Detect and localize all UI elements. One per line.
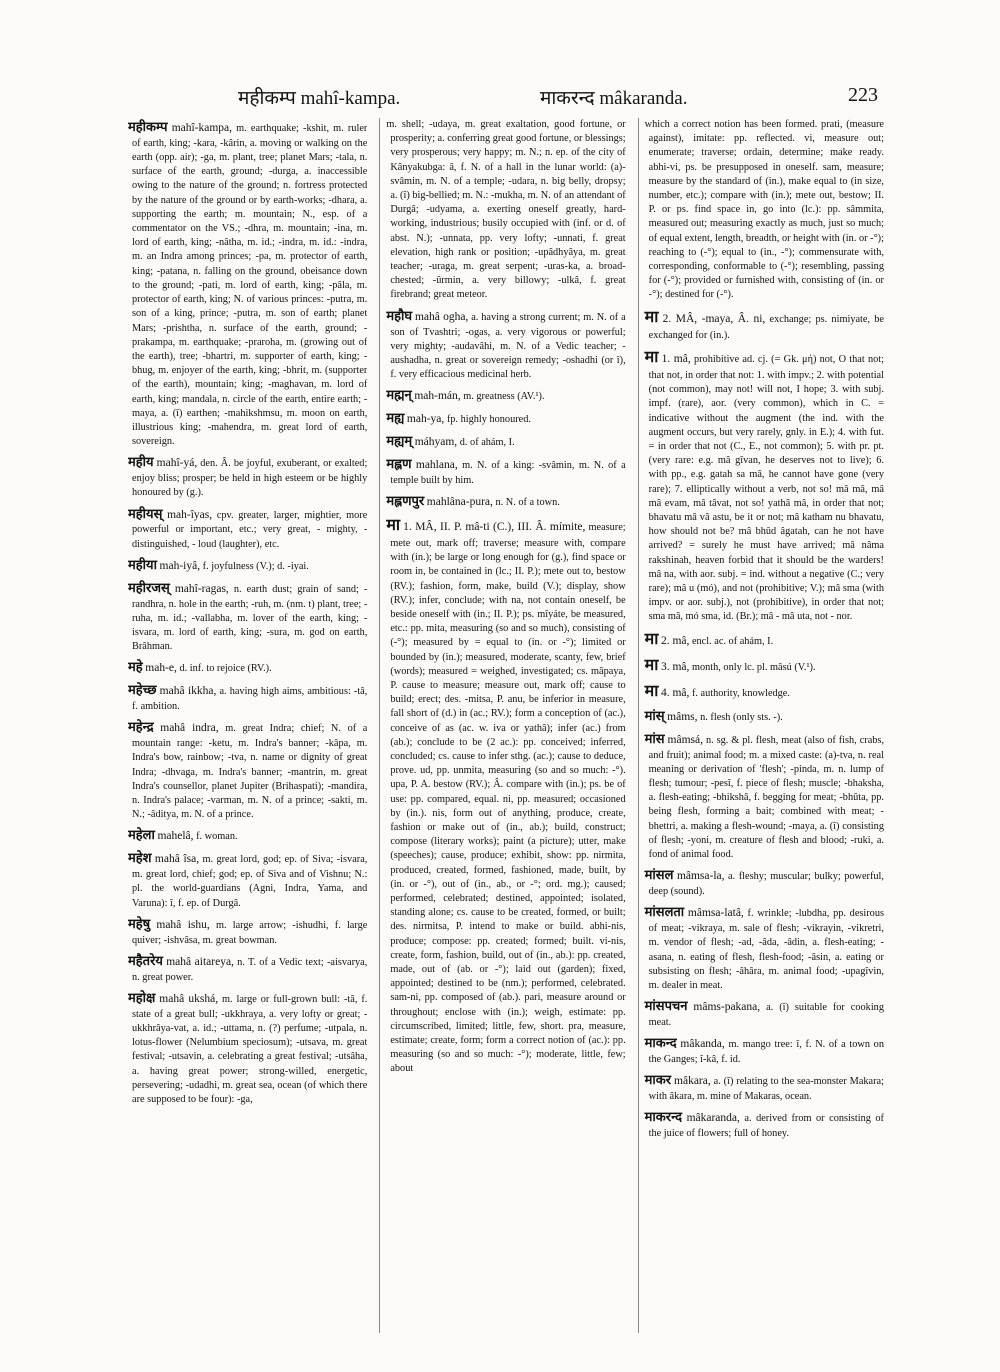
- headword-devanagari: महीया: [128, 556, 157, 572]
- headword-transliteration: mâms-pakana,: [693, 1001, 761, 1014]
- dictionary-entry: [645, 997, 884, 1030]
- entry-definition: cpv. greater, larger, mightier, more powerful or important, etc.; very great, - mighty, - distinguished, - loud (laughter), etc.: [132, 509, 368, 550]
- dictionary-entry: [386, 432, 625, 451]
- headword-devanagari: मांसपचन: [644, 998, 688, 1014]
- header-left-guideword: महीकम्प mahî-kampa.: [238, 88, 401, 109]
- headword-transliteration: mah-mán,: [414, 390, 461, 403]
- headword-transliteration: mâms,: [667, 710, 698, 723]
- entry-definition: m. large or full-grown bull: -tâ, f. state of a great bull; -ukkhraya, a. very lofty or great; -ukkhrâya-vat, a. id.; -uttama, n. (?) perfume; -utpala, n. lotus-flower (Nelumbium speciosum); -utsava, m. great festival; -utsavin, a. celebrating a great festival; -utsâha, a. having great power; strong-willed, energetic, persevering; -udadhi, m. great sea, ocean (of which there are supposed to be four): -ga,: [132, 993, 368, 1105]
- entry-definition: f. authority, knowledge.: [691, 687, 790, 699]
- headword-devanagari: महीयस्: [128, 505, 163, 521]
- headword-devanagari: मांस्: [644, 707, 665, 723]
- dictionary-entry: [645, 681, 884, 703]
- entry-definition: encl. ac. of ahám, I.: [691, 635, 774, 647]
- entry-definition: a. fleshy; muscular; bulky; powerful, deep (sound).: [648, 871, 884, 898]
- column-2: [379, 118, 625, 1333]
- headword-transliteration: 1. mâ,: [661, 352, 691, 365]
- headword-devanagari: मह्मन्: [386, 387, 412, 403]
- headword-transliteration: mahî-yá,: [156, 457, 198, 470]
- dictionary-entry: [386, 492, 625, 511]
- entry-definition: f. joyfulness (V.); d. -iyai.: [202, 560, 309, 572]
- headword-transliteration: mahâ aitareya,: [166, 955, 234, 968]
- entry-definition: m. shell; -udaya, m. great exaltation, good fortune, or prosperity; a. conferring great good fortune, or blessings; very prosperous; very happy; m. N.; n. ep. of the city of Kânyakubga: â, f. N. of a hall in the lunar world: (a)-svâmin, m. N. of a temple; -udara, n. big belly, dropsy; a. (î) big-bellied; m. N.: -mukha, m. N. of an attendant of Durgâ; -udyama, a. exerting oneself greatly, hard-working, industrious; busily occupied with (inf. or d. of abst. N.); -unnata, pp. very lofty; -unnati, f. great elevation, high rank or position; -upâdhyâya, m. great teacher; -uraga, m. great serpent; -uras-ka, a. broad-chested; -ûrmin, a. very billowy; -ulkâ, f. great firebrand; great meteor.: [386, 119, 626, 301]
- headword-transliteration: mâkara,: [674, 1075, 711, 1088]
- headword-devanagari: मह्य: [386, 410, 405, 426]
- headword-devanagari: मांसलता: [644, 904, 685, 920]
- headword-devanagari: माकरन्द: [644, 1109, 683, 1125]
- headword-devanagari: महेश: [128, 850, 152, 866]
- headword-devanagari: माकर: [644, 1072, 672, 1088]
- headword-devanagari: महेन्द्र: [128, 719, 154, 735]
- running-header: [128, 84, 880, 114]
- dictionary-entry: [645, 1108, 884, 1141]
- dictionary-entry: [128, 681, 367, 714]
- dictionary-entry: [386, 515, 625, 1077]
- entry-definition: den. Â. be joyful, exuberant, or exalted; enjoy bliss; prosper; be held in high esteem or be highly honoured by (g.).: [132, 458, 368, 499]
- headword-transliteration: 2. mâ,: [660, 634, 690, 647]
- headword-devanagari: महीय: [128, 454, 154, 470]
- headword-transliteration: 4. mâ,: [660, 686, 690, 699]
- headword-transliteration: mahâ ikkha,: [159, 685, 217, 698]
- headword-transliteration: 3. mâ,: [660, 660, 690, 673]
- headword-transliteration: mahelâ,: [157, 830, 194, 843]
- entry-definition: measure; mete out, mark off; traverse; measure with, compare with (in.); be large or long enough for (g.), find space or room in, be contained in (lc.; II. P.); mete out to, bestow (RV.); fashion, form, make, build (V.); display, show (RV.); infer, conclude; with na, not contain oneself, be beside oneself with (in.; II. P.); ps. mîyáte, be measured, etc.: pp. mita, measuring (so and so much), consisting of (-°); measured by = equal to (in. or -°); limited or bounded by (in.); measured, moderate, scanty, few, brief (words); measured = weighed, investigated; cs. mâpaya, P. cause to measure; measure out, mark off; cause to build; erect; des. -mitsa, P. anu, be inferior in measure, fall short of (d.) in (ac.; RV.); form a conception of (ac.), conceive of as (ac. w. iva or yathâ); infer (ac.) from (ab.); conclude to be (2 ac.): pp. conceived; inferred, concluded; cs. cause to infer sthg. (ac.); cause to deduce, prove. ud, pp. unmita, measuring (so and so much: -°). upa, P. A. bestow (RV.); Â. compare with (in.); ps. be of use: pp. compared, equal. ni, pp. measured; occasioned by (in.). nis, form out of anything, produce, create, fashion or make out of (in., ab.); build, construct; compose (literary works); paint (a picture); utter, make (speeches); cause, produce; exhibit, show: pp. nirmita, produced, created, formed, fashioned, made, built, by (in. or -°), out of (in., ab., or -°; ord. mg.); caused; performed, celebrated; destined, appointed; isolated, standing alone; cs. cause to be created, formed, or built; des. nirmitsa, P. intend to make or build. abhi-nis, produce; compose: pp. created; formed; built. vi-nis, create, form, fashion, build, out of (in., ab.): pp. created, made, out of (ab. or -°); laid out (garden); fixed, appointed; destined to be (nm.); performed, celebrated. sam-ni, pp. composed of (ab.). pari, measure around or throughout; enclose with (in.); weigh, estimate: pp. circumscribed, limited; little, few, short. pra, measure, estimate; create, form; form a correct notion of (ac.): pp. measuring (so and so much: -°); moderate, little, few; about: [390, 521, 626, 1075]
- headword-transliteration: mahlana,: [415, 458, 458, 471]
- dictionary-entry: [645, 1034, 884, 1067]
- headword-devanagari: मह्यम्: [386, 433, 413, 449]
- dictionary-entry: [645, 629, 884, 651]
- dictionary-entry: [128, 556, 367, 575]
- entry-definition: d. of ahám, I.: [459, 437, 515, 449]
- header-right-guideword: माकरन्द mâkaranda.: [540, 88, 688, 109]
- headword-devanagari: महैतरेय: [128, 952, 163, 968]
- headword-devanagari: मा: [644, 630, 659, 648]
- dictionary-columns: [128, 118, 884, 1333]
- entry-definition: d. inf. to rejoice (RV.).: [179, 663, 272, 675]
- headword-devanagari: मा: [644, 348, 659, 366]
- headword-transliteration: mahî-ragas,: [174, 582, 229, 595]
- entry-definition: n. T. of a Vedic text; -aisvarya, n. great power.: [132, 956, 368, 983]
- headword-transliteration: mahlâna-pura,: [426, 495, 493, 508]
- headword-transliteration: mâkaranda,: [686, 1112, 740, 1125]
- entry-definition: m. greatness (AV.¹).: [463, 391, 545, 403]
- entry-definition: month, only lc. pl. mâsú (V.¹).: [691, 661, 816, 673]
- headword-devanagari: महौघ: [386, 307, 413, 323]
- entry-definition: which a correct notion has been formed. prati, (measure against), imitate: pp. reflected. vi, measure out; enumerate; traverse; ordain, determine; make ready. abhi-vi, ps. be presupposed in oneself. sam, measure; measure by the standard of (in.), make equal to (in size, number, etc.); compare with (in.); mete out, bestow; II. P. or ps. find space in, go into (lc.): pp. sâmmita, measured out; measuring exactly as much, just so much; of equal extent, length, breadth, or height with (in. or -°); reaching to (-°); equal to (in., -°); commensurate with, corresponding, conformable to (-°); resembling, passing for (-°); provided or furnished with, consisting of (in. or -°); destined for (-°).: [644, 119, 884, 301]
- dictionary-entry: [128, 453, 367, 500]
- entry-definition: n. earth dust; grain of sand; -randhra, n. hole in the earth; -ruh, m. (nm. t) plant, tree; -ruha, m. id.; -vallabha, m. lover of the earth, king; -isvara, m. lord of earth, king; -sura, m. god on earth, Brâhman.: [132, 583, 368, 653]
- entry-definition: f. woman.: [196, 831, 238, 843]
- dictionary-entry: [128, 826, 367, 845]
- headword-transliteration: mâkanda,: [680, 1038, 725, 1051]
- dictionary-entry: [645, 903, 884, 993]
- dictionary-entry: [645, 655, 884, 677]
- dictionary-entry: [645, 307, 884, 343]
- headword-devanagari: महोक्ष: [128, 989, 156, 1005]
- headword-transliteration: mah-iyâ,: [159, 559, 201, 572]
- headword-transliteration: mahî-kampa,: [171, 122, 233, 134]
- entry-definition: f. wrinkle; -lubdha, pp. desirous of meat; -vikraya, m. sale of flesh; -vikrayin, -vikretri, m. vendor of flesh; -ad, -âda, -âdin, a. flesh-eating; -asana, n. eating of flesh, flesh-food; -âsin, a. eating or subsisting on flesh; -âhâra, m. animal food; -upagîvin, m. dealer in meat.: [648, 908, 884, 991]
- entry-definition: m. great Indra; chief; N. of a mountain range: -ketu, m. Indra's banner; -kâpa, m. Indra's bow, rainbow; -tva, n. name or dignity of great Indra; -dhvaga, m. Indra's banner; -mantrin, m. great Indra's counsellor, planet Jupiter (Brihaspati); -mandira, n. Indra's palace; -varman, m. N. of a prince; -sakti, m. N.; -âditya, m. N. of a prince.: [132, 723, 368, 821]
- entry-definition: a. derived from or consisting of the juice of flowers; full of honey.: [648, 1113, 884, 1140]
- entry-definition: n. sg. & pl. flesh, meat (also of fish, crabs, and fruit); animal food; m. a mixed caste: (a)-tva, n. real meaning or derivation of 'flesh'; -pinda, m. n. lump of flesh; tumour; -pesî, f. piece of flesh; muscle; -bhaksha, a. flesh-eating; -bhikshâ, f. begging for meat; -bhûta, pp. being flesh, forming a bait; combined with meat; -bhettri, a. making a flesh-wound; -maya, a. (î) consisting of flesh; -yoni, m. creature of flesh and blood; -ruki, a. fond of animal food.: [648, 734, 884, 861]
- entry-definition: m. earthquake; -kshit, m. ruler of earth, king; -kara, -kârin, a. moving or walking on the earth (opp. air); -ga, m. plant, tree; planet Mars; -tala, n. surface of the earth, ground; -durga, a. inaccessible owing to the nature of the ground; n. fortress protected by the nature of the ground or by earth-works; -dhara, a. supporting the earth; m. mountain; N., esp. of a commentator on the VS.; -dhra, m. mountain; -ina, m. lord of earth, king; -nâtha, m. id.; -indra, m. id.: -indra, m. an Indra among princes; -pa, m. protector of earth, king; -patana, n. falling on the ground, obeisance down to the ground; -pati, m. lord of earth, king; -pâla, m. protector of earth, king; N. of various princes: -putra, m. son of a king, prince; -putra, m. son of earth; planet Mars; -prishtha, n. surface of the earth, ground; -prakampa, m. earthquake; -praroha, m. (growing out of the earth), tree; -bhartri, m. supporter of earth, king; -bhug, m. enjoyer of the earth, king; -bhrit, m. (supporter of the earth), mountain; king; -maghavan, m. lord of earth, king; mandala, n. circle of the earth, entire earth; -maya, a. (î) earthen; -mahikshmsu, m. moon on earth, illustrious king; -mahendra, m. great lord of earth, sovereign.: [132, 123, 368, 448]
- entry-definition: a. having high aims, ambitious: -tâ, f. ambition.: [132, 686, 368, 713]
- headword-devanagari: मह्लण: [386, 455, 412, 471]
- entry-definition: n. N. of a town.: [495, 496, 560, 508]
- headword-transliteration: mahâ indra,: [160, 722, 219, 735]
- headword-devanagari: मा: [644, 308, 659, 326]
- headword-devanagari: मांस: [644, 730, 665, 746]
- dictionary-entry: [128, 989, 367, 1107]
- entry-definition: a. (î) relating to the sea-monster Makara; with âkara, m. mine of Makaras, ocean.: [648, 1076, 884, 1103]
- page-number: 223: [848, 84, 878, 106]
- headword-transliteration: mahâ îsa,: [154, 853, 200, 866]
- headword-transliteration: mâmsa-la,: [676, 870, 725, 883]
- entry-definition: m. N. of a king: -svâmin, m. N. of a temple built by him.: [390, 459, 626, 486]
- dictionary-entry: [128, 952, 367, 985]
- dictionary-entry: [128, 658, 367, 677]
- dictionary-entry: [386, 118, 625, 303]
- dictionary-entry: [645, 118, 884, 303]
- headword-devanagari: मा: [386, 516, 401, 534]
- headword-devanagari: मा: [644, 682, 659, 700]
- headword-devanagari: महीरजस्: [128, 579, 170, 595]
- headword-devanagari: मा: [644, 656, 659, 674]
- entry-definition: m. great lord, god; ep. of Siva; -isvara, m. great lord, chief; god; ep. of Siva and of Vishnu; N.: pl. the world-guardians (Agni, Indra, Yama, and Varuna): î, f. ep. of Durgâ.: [132, 854, 368, 909]
- entry-definition: n. flesh (only sts. -).: [700, 711, 783, 723]
- headword-devanagari: महेषु: [128, 915, 151, 931]
- entry-definition: a. having a strong current; m. N. of a son of Tvashtri; -ogas, a. very vigorous or powerful; very mighty; -audavâhi, m. N. of a Vedic teacher; -aushadha, n. great or sovereign remedy; -oshadhi (or î), f. very efficacious medicinal herb.: [390, 311, 626, 381]
- headword-transliteration: mahâ ishu,: [156, 918, 210, 931]
- column-1: [128, 118, 367, 1333]
- dictionary-entry: [645, 1071, 884, 1104]
- headword-transliteration: mahâ ogha,: [414, 310, 469, 323]
- headword-transliteration: 1. MÂ, II. P. mâ-ti (C.), III. Â. mímite,: [403, 520, 586, 533]
- entry-definition: prohibitive ad. cj. (= Gk. μή) not, O that not; that not, in order that not: 1. with impv.; 2. with potential (not common), may not! will not, I hope; 3. with subj. impf. (rare), aor. (very common), which in C. = indicative without the augment (the ind. with the augment occurs, but very rarely, gnly. in E.); 4. with fut. = in order that not (C., E., not common); 5. with pr. pt. (very rare: e.g. mâ gîvan, he deserves not to live); 6. with pp., e.g. gatah sa mâ, he cannot have gone (very rare); 7. elliptically without a verb, not so! mâ mâ, mâ mâ evam, mâ tâvat, not so! yathâ mâ, in order that not; bhavatu mâ vâ astu, be it or not; mâ katham nu bhavatu, how should not be? mâ bhûd âgatah, can he not have arrived? = surely he must have arrived; mâ nâma rakshinah, heaven forbid that it should be the warders! mâ na, with aor. subj. = ind. without a negative (C.; very rare); mâ u (mó), and not (prohibitive; V.); mâ sma (with impv. or aor. subj.), not (prohibitive), in order that not; sma mâ, mó sma, id. (Br.); mâ - mâ uta, not - nor.: [648, 353, 884, 623]
- headword-devanagari: महेला: [128, 827, 155, 843]
- headword-devanagari: मांसल: [644, 867, 674, 883]
- headword-transliteration: máhyam,: [414, 436, 458, 449]
- dictionary-entry: [386, 307, 625, 383]
- entry-definition: a. (î) suitable for cooking meat.: [648, 1002, 884, 1029]
- headword-transliteration: mah-ya,: [406, 413, 445, 426]
- dictionary-entry: [386, 409, 625, 428]
- dictionary-entry: [645, 707, 884, 726]
- column-3: [638, 118, 884, 1333]
- headword-devanagari: महेच्छ: [128, 682, 157, 698]
- headword-transliteration: mah-îyas,: [167, 508, 213, 521]
- headword-transliteration: mahâ ukshá,: [159, 992, 219, 1005]
- headword-transliteration: mâmsa-latâ,: [687, 907, 744, 920]
- entry-definition: m. large arrow; -ishudhi, f. large quiver; -ishvâsa, m. great bowman.: [132, 919, 368, 946]
- dictionary-entry: [128, 579, 367, 655]
- headword-devanagari: महे: [128, 659, 143, 675]
- dictionary-entry: [128, 915, 367, 948]
- headword-transliteration: 2. MÂ, -maya, Â. ni,: [662, 312, 766, 325]
- dictionary-entry: [128, 118, 367, 449]
- headword-devanagari: महीकम्प: [128, 119, 168, 134]
- dictionary-entry: [128, 718, 367, 822]
- dictionary-entry: [645, 866, 884, 899]
- entry-definition: exchange; ps. nimiyate, be exchanged for (in.).: [648, 313, 884, 341]
- dictionary-entry: [645, 730, 884, 862]
- headword-transliteration: mah-e,: [145, 662, 177, 675]
- headword-devanagari: माकन्द: [644, 1035, 677, 1051]
- entry-definition: fp. highly honoured.: [446, 414, 531, 426]
- dictionary-entry: [128, 505, 367, 552]
- dictionary-entry: [128, 849, 367, 910]
- dictionary-entry: [645, 347, 884, 625]
- headword-transliteration: mâmsá,: [667, 733, 703, 746]
- dictionary-entry: [386, 455, 625, 488]
- entry-definition: m. mango tree: î, f. N. of a town on the Ganges; î-kâ, f. id.: [648, 1039, 884, 1066]
- dictionary-entry: [386, 386, 625, 405]
- headword-devanagari: मह्लणपुर: [386, 492, 425, 508]
